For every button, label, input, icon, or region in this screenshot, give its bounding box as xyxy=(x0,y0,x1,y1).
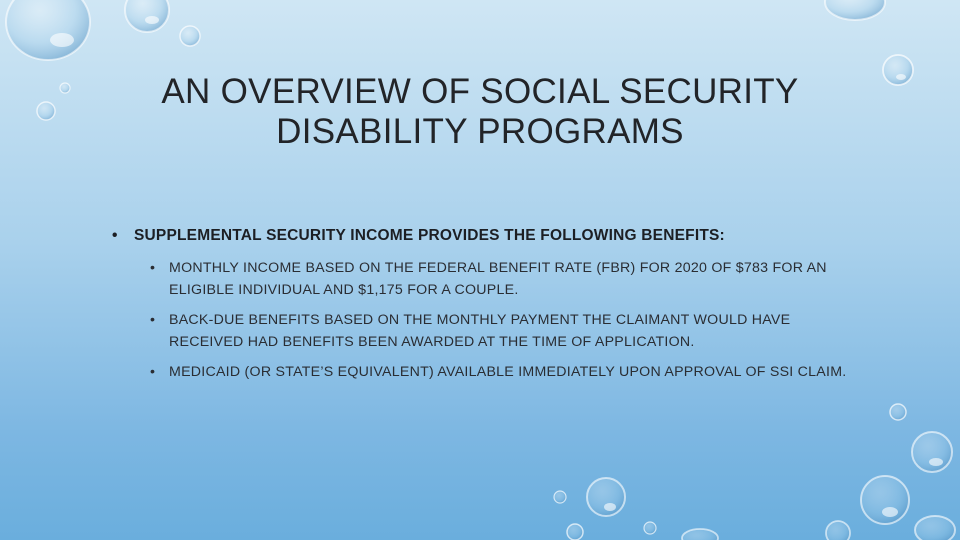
water-drop xyxy=(883,55,913,85)
water-drop xyxy=(37,102,55,120)
water-drop xyxy=(890,404,906,420)
slide-title xyxy=(110,72,850,152)
title-line-1: AN OVERVIEW OF SOCIAL SECURITY xyxy=(161,72,799,111)
water-drop xyxy=(682,529,718,540)
sub-bullet-text: MONTHLY INCOME BASED ON THE FEDERAL BENEFIT RATE (FBR) FOR 2020 OF $783 FOR AN ELIGIBLE INDIVIDUAL AND $1,175 FOR A COUPLE. xyxy=(169,260,827,298)
water-drop xyxy=(567,524,583,540)
water-drop xyxy=(587,478,625,516)
water-drop xyxy=(180,26,200,46)
water-drop xyxy=(644,522,656,534)
sub-bullet-item xyxy=(150,361,869,383)
water-drop xyxy=(825,0,885,20)
water-drop xyxy=(915,516,955,540)
sub-bullet-text: MEDICAID (OR STATE’S EQUIVALENT) AVAILABLE IMMEDIATELY UPON APPROVAL OF SSI CLAIM. xyxy=(169,364,847,380)
water-drop xyxy=(912,432,952,472)
water-drop xyxy=(60,83,70,93)
title-line-2: DISABILITY PROGRAMS xyxy=(276,112,684,151)
slide-content xyxy=(112,225,882,391)
bullet-icon: • xyxy=(150,364,156,380)
water-drop xyxy=(861,476,909,524)
bullet-icon: • xyxy=(150,260,156,276)
sub-bullet-item xyxy=(150,309,869,353)
water-drop xyxy=(554,491,566,503)
water-drop xyxy=(826,521,850,540)
sub-bullet-item xyxy=(150,257,869,301)
main-bullet-point xyxy=(112,225,882,247)
water-drop xyxy=(125,0,169,32)
bullet-icon: • xyxy=(150,312,156,328)
water-drop xyxy=(6,0,90,60)
bullet-icon: • xyxy=(112,227,118,244)
sub-bullet-list xyxy=(150,257,882,383)
main-bullet-text: SUPPLEMENTAL SECURITY INCOME PROVIDES THE FOLLOWING BENEFITS: xyxy=(134,227,725,244)
sub-bullet-text: BACK-DUE BENEFITS BASED ON THE MONTHLY PAYMENT THE CLAIMANT WOULD HAVE RECEIVED HAD BENEFITS BEEN AWARDED AT THE TIME OF APPLICATION. xyxy=(169,312,791,350)
